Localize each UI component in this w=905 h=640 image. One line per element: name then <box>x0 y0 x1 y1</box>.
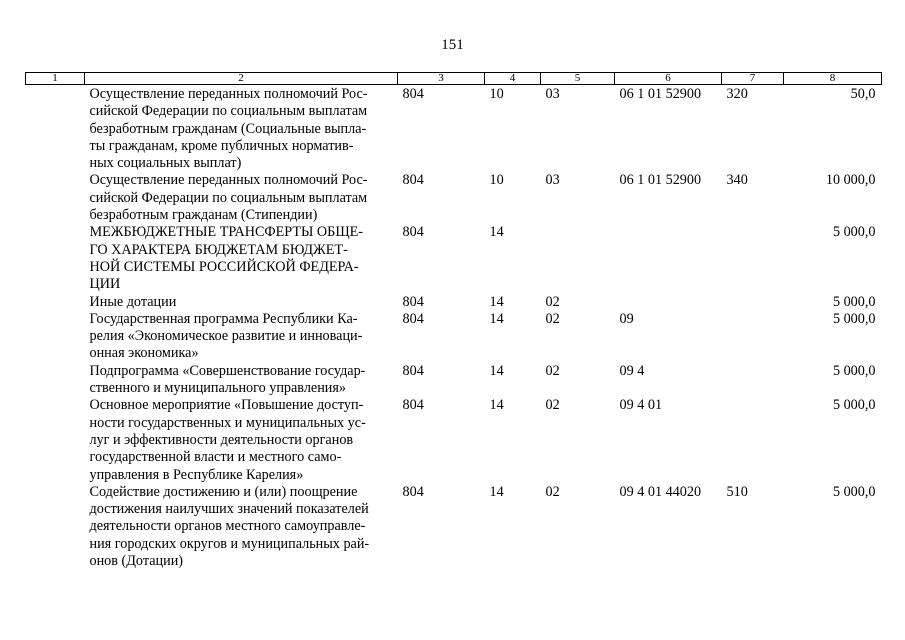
row-amount: 5 000,0 <box>832 362 876 379</box>
row-ministry: 804 <box>402 397 424 414</box>
budget-table <box>25 72 882 570</box>
table-row <box>26 484 882 570</box>
row-target-article: 09 4 01 <box>619 397 663 414</box>
row-amount: 5 000,0 <box>832 483 876 500</box>
row-name: Содействие достижению и (или) поощрение достижения наилучших значений показателей деятельности органов местного самоуправле- ния городских округов и муниципальных рай- онов (Дотации) <box>89 483 370 570</box>
row-expense-type <box>722 224 784 293</box>
row-subsection: 02 <box>545 310 560 327</box>
row-expense-type <box>722 397 784 483</box>
row-section: 14 <box>489 224 504 241</box>
row-ministry: 804 <box>402 86 424 102</box>
row-ministry: 804 <box>402 224 424 241</box>
row-expense-type <box>722 294 784 311</box>
page-number: 151 <box>441 37 464 53</box>
column-header-5: 5 <box>541 73 615 85</box>
row-subsection: 02 <box>545 362 560 379</box>
row-name: Подпрограмма «Совершенствование государ- ственного и муниципального управления» <box>89 362 366 397</box>
row-ministry: 804 <box>402 483 424 500</box>
table-row <box>26 85 882 173</box>
row-name: МЕЖБЮДЖЕТНЫЕ ТРАНСФЕРТЫ ОБЩЕ- ГО ХАРАКТЕРА БЮДЖЕТАМ БЮДЖЕТ- НОЙ СИСТЕМЫ РОССИЙСКОЙ ФЕДЕРА- ЦИИ <box>89 224 364 293</box>
column-header-8: 8 <box>784 73 882 85</box>
table-row <box>26 363 882 398</box>
row-name: Иные дотации <box>89 293 177 310</box>
row-target-article: 09 4 <box>619 362 645 379</box>
column-header-4: 4 <box>485 73 541 85</box>
row-ministry: 804 <box>402 293 424 310</box>
row-target-article: 09 <box>619 310 634 327</box>
row-target-article: 06 1 01 52900 <box>619 86 702 102</box>
row-amount: 5 000,0 <box>832 224 876 241</box>
row-expense-type: 320 <box>726 86 748 102</box>
table-row <box>26 294 882 311</box>
column-header-2: 2 <box>85 73 398 85</box>
row-section: 10 <box>489 172 504 189</box>
row-amount: 5 000,0 <box>832 310 876 327</box>
row-amount: 50,0 <box>850 86 876 102</box>
table-row <box>26 172 882 224</box>
row-expense-type <box>722 363 784 398</box>
row-ministry: 804 <box>402 362 424 379</box>
table-row <box>26 397 882 483</box>
row-expense-type <box>722 311 784 363</box>
row-target-article <box>615 224 722 293</box>
row-blank-cell <box>26 311 85 363</box>
row-name: Осуществление переданных полномочий Рос- сийской Федерации по социальным выплатам безработным гражданам (Стипендии) <box>89 172 368 224</box>
row-section: 14 <box>489 293 504 310</box>
row-subsection: 02 <box>545 397 560 414</box>
column-number-header-row <box>26 73 882 85</box>
row-amount: 5 000,0 <box>832 397 876 414</box>
row-name: Основное мероприятие «Повышение доступ- ности государственных и муниципальных ус- луг и эффективности деятельности органов государственной власти и местного само- управления в Республике Карелия» <box>89 397 366 483</box>
row-subsection: 02 <box>545 293 560 310</box>
row-section: 14 <box>489 483 504 500</box>
row-target-article <box>615 294 722 311</box>
row-expense-type: 510 <box>726 483 748 500</box>
row-section: 10 <box>489 86 504 102</box>
table-row <box>26 224 882 293</box>
row-subsection: 03 <box>545 172 560 189</box>
column-header-1: 1 <box>26 73 85 85</box>
row-blank-cell <box>26 85 85 173</box>
row-ministry: 804 <box>402 310 424 327</box>
column-header-3: 3 <box>398 73 485 85</box>
row-expense-type: 340 <box>726 172 748 189</box>
table-row <box>26 311 882 363</box>
row-blank-cell <box>26 484 85 570</box>
row-section: 14 <box>489 310 504 327</box>
row-name: Государственная программа Республики Ка- релия «Экономическое развитие и инноваци- онная экономика» <box>89 310 363 362</box>
row-blank-cell <box>26 363 85 398</box>
row-name: Осуществление переданных полномочий Рос- сийской Федерации по социальным выплатам безработным гражданам (Социальные выпла- ты гражданам, кроме публичных норматив- ных социальных выплат) <box>89 86 368 172</box>
row-ministry: 804 <box>402 172 424 189</box>
row-section: 14 <box>489 397 504 414</box>
row-blank-cell <box>26 172 85 224</box>
row-subsection <box>541 224 615 293</box>
row-amount: 10 000,0 <box>825 172 876 189</box>
column-header-6: 6 <box>615 73 722 85</box>
row-blank-cell <box>26 224 85 293</box>
row-blank-cell <box>26 294 85 311</box>
row-amount: 5 000,0 <box>832 293 876 310</box>
column-header-7: 7 <box>722 73 784 85</box>
row-subsection: 03 <box>545 86 560 102</box>
row-target-article: 09 4 01 44020 <box>619 483 702 500</box>
row-section: 14 <box>489 362 504 379</box>
row-subsection: 02 <box>545 483 560 500</box>
row-blank-cell <box>26 397 85 483</box>
row-target-article: 06 1 01 52900 <box>619 172 702 189</box>
